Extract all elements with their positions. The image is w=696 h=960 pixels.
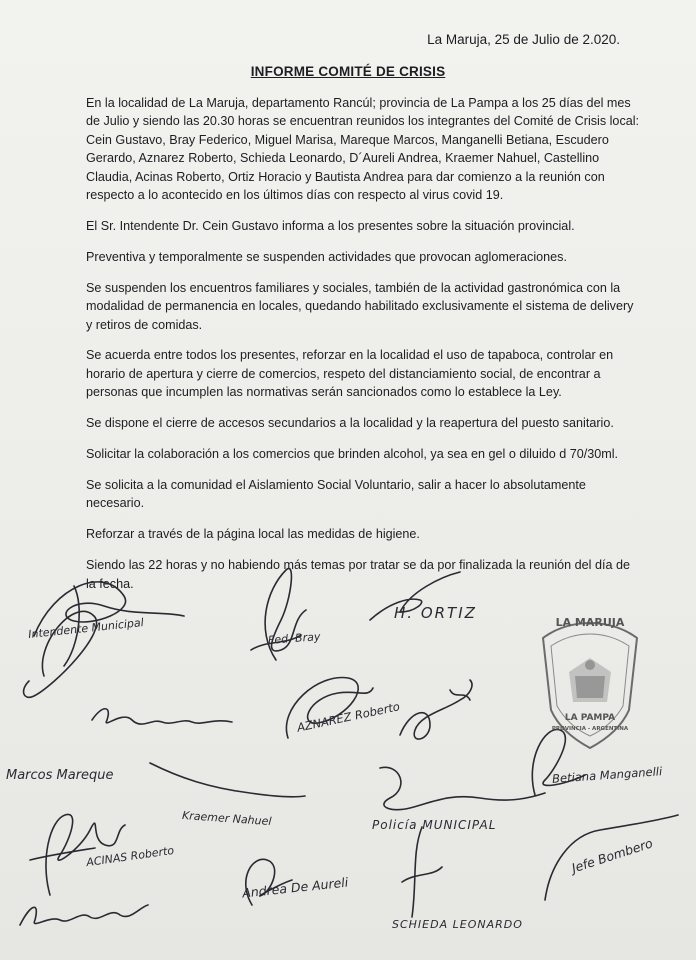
seal-top-text: LA MARUJA [555, 616, 625, 629]
signature-label: Fed. Bray [267, 630, 321, 647]
paragraph: Siendo las 22 horas y no habiendo más temas por tratar se da por finalizada la reunión del día de la fecha. [86, 558, 630, 591]
signature-label: Kraemer Nahuel [181, 808, 272, 829]
signature-label: Intendente Municipal [27, 615, 145, 642]
document-title: INFORME COMITÉ DE CRISIS [250, 64, 446, 79]
seal-bottom-text: LA PAMPA [564, 713, 616, 723]
paragraph: Se solicita a la comunidad el Aislamiento Social Voluntario, salir a hacer lo absolutamente necesario. [86, 478, 586, 511]
signature-schieda [392, 822, 452, 922]
paragraph: Preventiva y temporalmente se suspenden actividades que provocan aglomeraciones. [86, 249, 567, 264]
document-body [86, 94, 642, 606]
signature-label: Marcos Mareque [6, 768, 114, 783]
signature-label: AZNAREZ Roberto [295, 699, 401, 735]
document-date: La Maruja, 25 de Julio de 2.020. [427, 32, 620, 47]
paragraph: El Sr. Intendente Dr. Cein Gustavo informa a los presentes sobre la situación provincial. [86, 218, 575, 233]
paragraph: En la localidad de La Maruja, departamento Rancúl; provincia de La Pampa a los 25 días del mes de Julio y siendo las 20.30 horas se encuentran reunidos los integrantes del Comité de Crisis local: Cein Gustavo, Bray Federico, Miguel Marisa, Mareque Marcos, Manganelli Betiana, Escudero Gerardo, Aznarez Roberto, Schieda Leonardo, D´Aureli Andrea, Kraemer Nahuel, Castellino Claudia, Acinas Roberto, Ortiz Horacio y Bautista Andrea para dar comienzo a la reunión con respecto a lo acontecido en los últimos días con respecto al virus covid 19. [86, 96, 640, 203]
paragraph: Reforzar a través de la página local las medidas de higiene. [86, 527, 420, 542]
paragraph: Se dispone el cierre de accesos secundarios a la localidad y la reapertura del puesto sanitario. [86, 416, 614, 431]
signature-acinas [20, 800, 130, 900]
signature-label: Andrea De Aureli [241, 874, 349, 901]
signature-kraemer [150, 758, 310, 818]
paragraph: Solicitar la colaboración a los comercios que brinden alcohol, ya sea en gel o diluido d 70/30ml. [86, 447, 619, 462]
paragraph: Se acuerda entre todos los presentes, reforzar en la localidad el uso de tapaboca, controlar en horario de apertura y cierre de comercios, respeto del distanciamiento social, de encontrar a personas que incumplen las normativas serán sancionados como lo establece la Ley. [86, 348, 614, 400]
signature-castellino [92, 700, 242, 740]
signature-label: Betiana Manganelli [551, 764, 663, 786]
signature-label: ACINAS Roberto [85, 843, 175, 870]
signature-escudero [390, 680, 490, 760]
signature-label: SCHIEDA LEONARDO [392, 918, 523, 931]
signature-bray [236, 560, 346, 670]
signature-label: H. ORTIZ [394, 604, 477, 622]
signature-miguel [20, 895, 150, 935]
municipal-seal [525, 610, 655, 760]
paragraph: Se suspenden los encuentros familiares y sociales, también de la actividad gastronómica con la modalidad de permanencia en locales, quedando habilitado exclusivamente el sistema de delivery y retiros de comidas. [86, 280, 634, 332]
signature-label: Jefe Bombero [569, 835, 655, 876]
seal-sub-text: PROVINCIA - ARGENTINA [551, 726, 629, 732]
signature-label: Policía MUNICIPAL [372, 818, 497, 832]
signature-ortiz [370, 572, 500, 632]
